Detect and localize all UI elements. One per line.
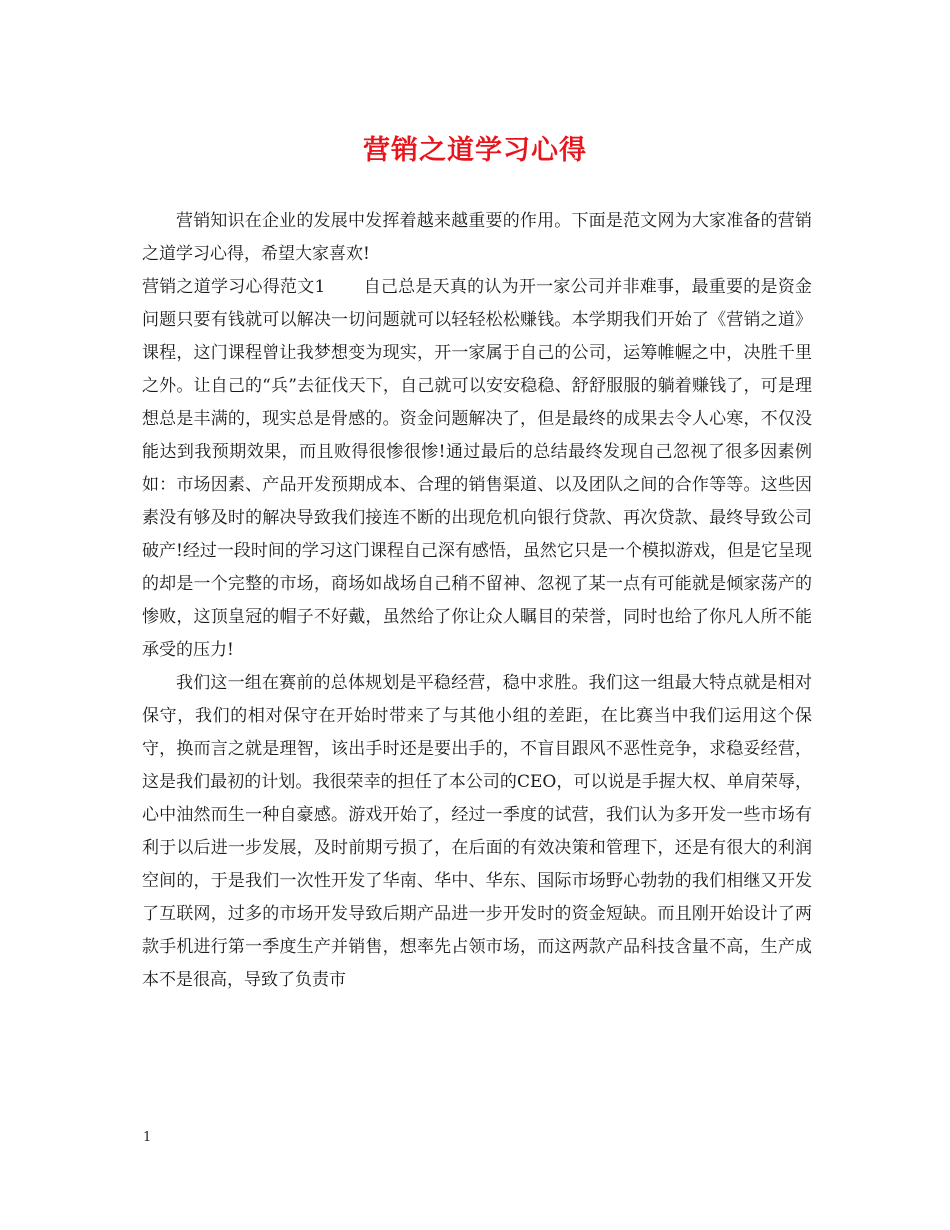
document-title: 营销之道学习心得	[363, 135, 587, 166]
section-paragraph-1	[142, 271, 812, 667]
page-number: 1	[143, 1130, 152, 1145]
document-body	[142, 205, 812, 997]
intro-paragraph: 营销知识在企业的发展中发挥着越来越重要的作用。下面是范文网为大家准备的营销之道学习心得，希望大家喜欢!	[142, 211, 812, 264]
section-label: 营销之道学习心得范文1	[142, 277, 326, 297]
paragraph-2: 我们这一组在赛前的总体规划是平稳经营，稳中求胜。我们这一组最大特点就是相对保守，我们的相对保守在开始时带来了与其他小组的差距，在比赛当中我们运用这个保守，换而言之就是理智，该出手时还是要出手的，不盲目跟风不恶性竞争，求稳妥经营，这是我们最初的计划。我很荣幸的担任了本公司的CEO，可以说是手握大权、单肩荣辱，心中油然而生一种自豪感。游戏开始了，经过一季度的试营，我们认为多开发一些市场有利于以后进一步发展，及时前期亏损了，在后面的有效决策和管理下，还是有很大的利润空间的，于是我们一次性开发了华南、华中、华东、国际市场野心勃勃的我们相继又开发了互联网，过多的市场开发导致后期产品进一步开发时的资金短缺。而且刚开始设计了两款手机进行第一季度生产并销售，想率先占领市场，而这两款产品科技含量不高，生产成本不是很高，导致了负责市	[142, 673, 812, 990]
paragraph-1-text: 自己总是天真的认为开一家公司并非难事，最重要的是资金问题只要有钱就可以解决一切问题就可以轻轻松松赚钱。本学期我们开始了《营销之道》课程，这门课程曾让我梦想变为现实，开一家属于自己的公司，运筹帷幄之中，决胜千里之外。让自己的“兵”去征伐天下，自己就可以安安稳稳、舒舒服服的躺着赚钱了，可是理想总是丰满的，现实总是骨感的。资金问题解决了，但是最终的成果去令人心寒，不仅没能达到我预期效果，而且败得很惨很惨!通过最后的总结最终发现自己忽视了很多因素例如：市场因素、产品开发预期成本、合理的销售渠道、以及团队之间的合作等等。这些因素没有够及时的解决导致我们接连不断的出现危机向银行贷款、再次贷款、最终导致公司破产!经过一段时间的学习这门课程自己深有感悟，虽然它只是一个模拟游戏，但是它呈现的却是一个完整的市场，商场如战场自己稍不留神、忽视了某一点有可能就是倾家荡产的惨败，这顶皇冠的帽子不好戴，虽然给了你让众人瞩目的荣誉，同时也给了你凡人所不能承受的压力!	[142, 277, 812, 660]
